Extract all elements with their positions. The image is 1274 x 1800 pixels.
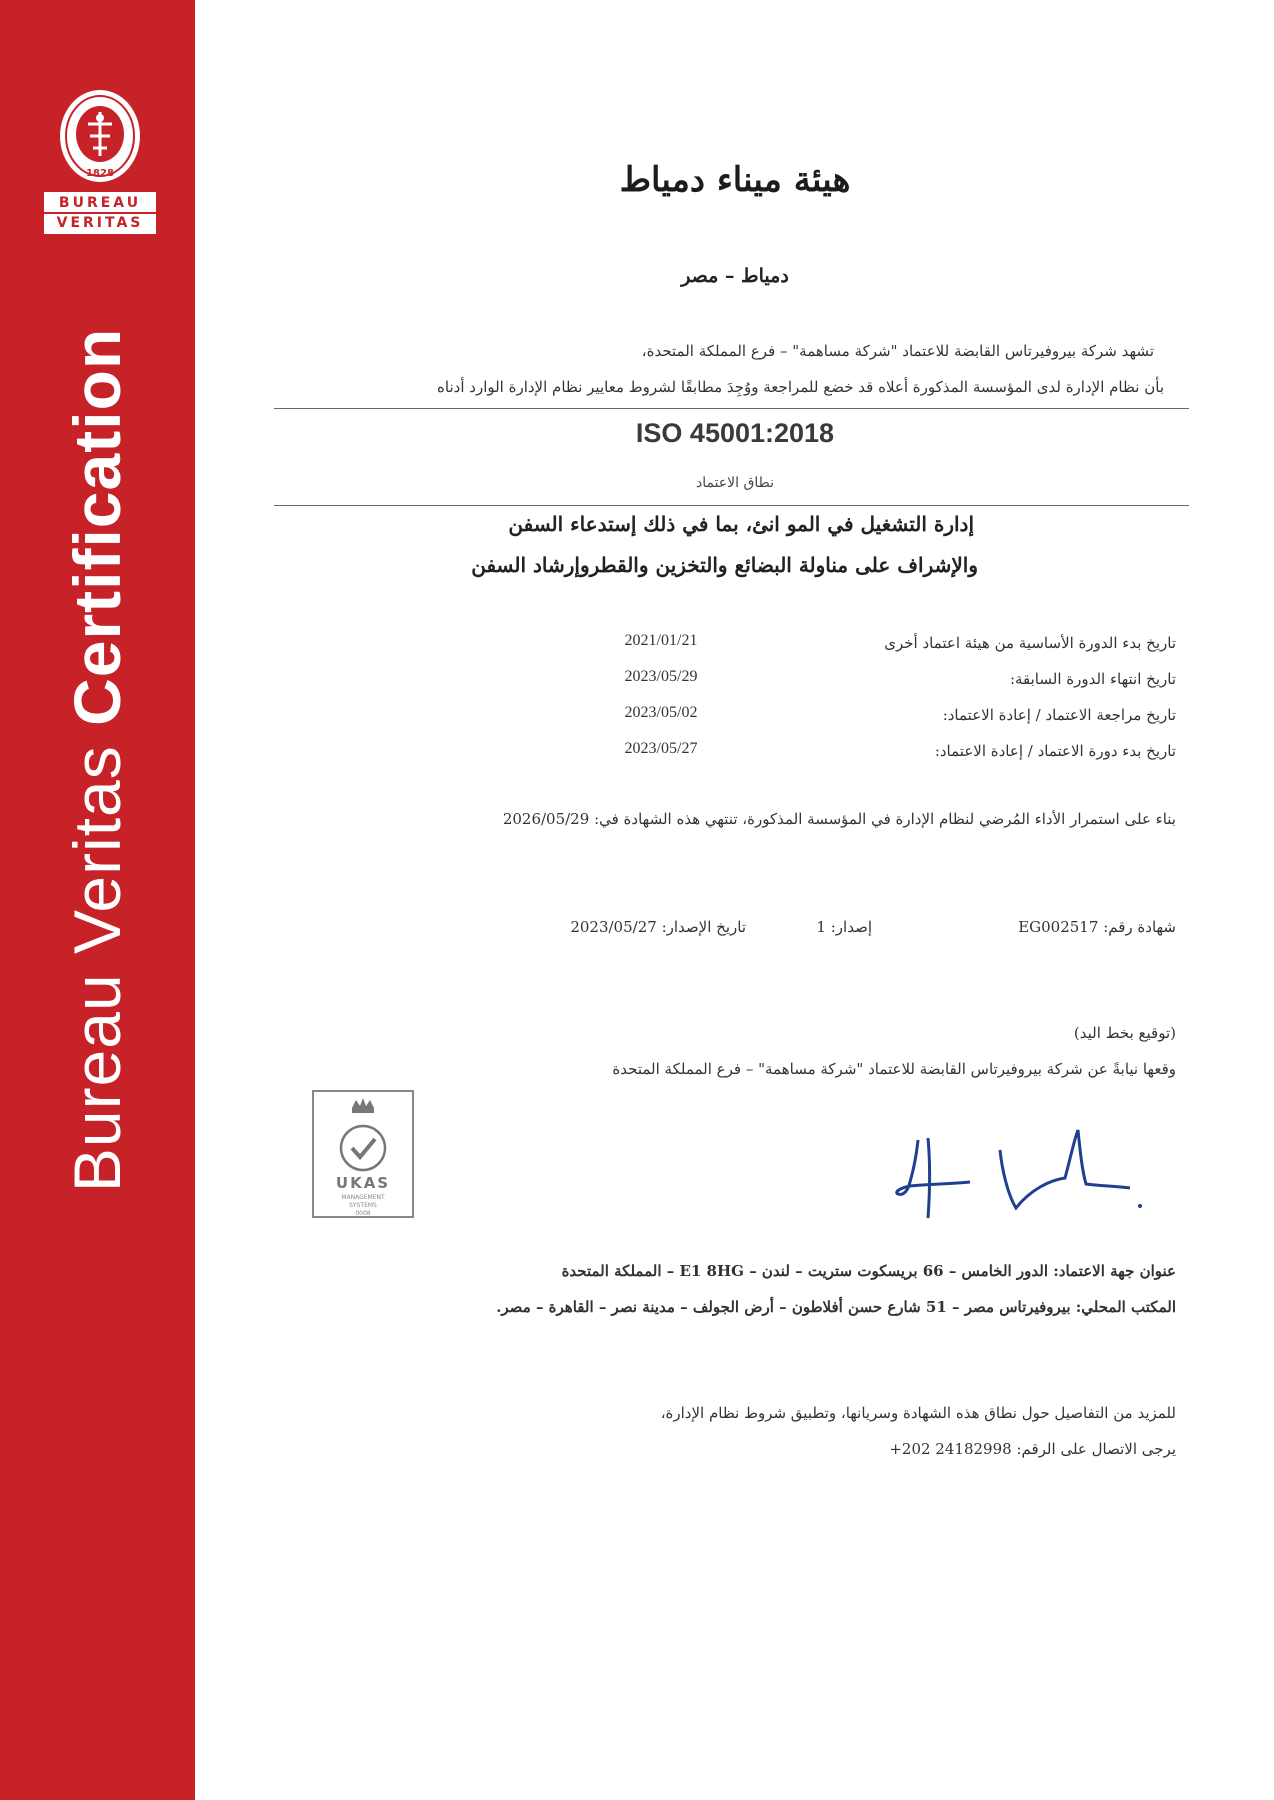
certify-line-2: بأن نظام الإدارة لدى المؤسسة المذكورة أعلاه قد خضع للمراجعة ووُجِدَ مطابقًا لشروط معايير نظام الإدارة الوارد أدناه [437, 378, 1164, 396]
signature-behalf: وقعها نيابةً عن شركة بيروفيرتاس القابضة للاعتماد "شركة مساهمة" – فرع المملكة المتحدة [612, 1060, 1176, 1078]
issue-date-value: 2023/05/27 [570, 918, 657, 936]
scope-line-2: والإشراف على مناولة البضائع والتخزين والقطروإرشاد السفن [471, 553, 978, 577]
expiry-statement [503, 810, 1176, 828]
date-label-previous-expiry: تاريخ انتهاء الدورة السابقة: [1009, 670, 1176, 688]
vertical-title [59, 328, 135, 1192]
accreditation-address: عنوان جهة الاعتماد: الدور الخامس – 66 بريسكوت ستريت – لندن – E1 8HG – المملكة المتحدة [561, 1262, 1176, 1280]
bureau-veritas-logo [40, 88, 160, 234]
vertical-title-thin: Bureau Veritas [60, 725, 134, 1193]
iso-standard: ISO 45001:2018 [635, 418, 835, 448]
logo-line-1: BUREAU [58, 195, 142, 211]
logo-seal-icon [57, 88, 143, 188]
sidebar-band [0, 0, 195, 1800]
expiry-text: بناء على استمرار الأداء المُرضي لنظام الإدارة في المؤسسة المذكورة، تنتهي هذه الشهادة في: [594, 810, 1176, 828]
certificate-number-value: EG002517 [1018, 918, 1099, 936]
issue-number [816, 918, 872, 936]
svg-text:1828: 1828 [86, 168, 114, 179]
svg-text:0008: 0008 [355, 1210, 371, 1217]
date-label-audit: تاريخ مراجعة الاعتماد / إعادة الاعتماد: [942, 706, 1176, 724]
date-value-cycle-start: 2023/05/27 [624, 740, 698, 757]
certificate-number [1018, 918, 1176, 936]
divider-top [274, 408, 1189, 409]
handwritten-signature [890, 1120, 1150, 1230]
logo-line-2: VERITAS [44, 212, 156, 232]
more-info-line: للمزيد من التفاصيل حول نطاق هذه الشهادة وسريانها، وتطبيق شروط نظام الإدارة، [660, 1404, 1176, 1422]
svg-text:UKAS: UKAS [335, 1174, 391, 1192]
date-value-audit: 2023/05/02 [624, 704, 698, 721]
date-label-initial-cycle: تاريخ بدء الدورة الأساسية من هيئة اعتماد أخرى [884, 634, 1176, 652]
contact-line [889, 1440, 1176, 1458]
organization-location: دمياط – مصر [681, 265, 789, 287]
svg-text:SYSTEMS: SYSTEMS [349, 1202, 377, 1209]
ukas-mark-icon [312, 1090, 414, 1218]
divider-scope [274, 505, 1189, 506]
issue-date-label: تاريخ الإصدار: [661, 918, 746, 936]
local-office-address: المكتب المحلي: بيروفيرتاس مصر – 51 شارع حسن أفلاطون – أرض الجولف – مدينة نصر – القاهرة – مصر. [496, 1298, 1176, 1316]
organization-name: هيئة ميناء دمياط [619, 160, 851, 200]
scope-label: نطاق الاعتماد [695, 475, 774, 491]
scope-line-1: إدارة التشغيل في المو انئ، بما في ذلك إستدعاء السفن [508, 512, 974, 536]
certify-line-1: تشهد شركة بيروفيرتاس القابضة للاعتماد "شركة مساهمة" – فرع المملكة المتحدة، [641, 342, 1154, 360]
svg-text:MANAGEMENT: MANAGEMENT [341, 1194, 385, 1201]
certificate-number-label: شهادة رقم: [1103, 918, 1176, 936]
issue-number-label: إصدار: [830, 918, 872, 936]
expiry-date: 2026/05/29 [502, 810, 590, 828]
issue-date [570, 918, 746, 936]
logo-wordmark [44, 192, 156, 234]
contact-phone: +202 24182998 [889, 1440, 1012, 1458]
date-value-previous-expiry: 2023/05/29 [624, 668, 698, 685]
contact-label: يرجى الاتصال على الرقم: [1016, 1440, 1176, 1458]
date-label-cycle-start: تاريخ بدء دورة الاعتماد / إعادة الاعتماد: [934, 742, 1176, 760]
signature-note: (توقيع بخط اليد) [1073, 1024, 1176, 1042]
date-value-initial-cycle: 2021/01/21 [624, 632, 698, 649]
issue-number-value: 1 [816, 918, 826, 936]
vertical-title-bold: Certification [60, 327, 134, 726]
